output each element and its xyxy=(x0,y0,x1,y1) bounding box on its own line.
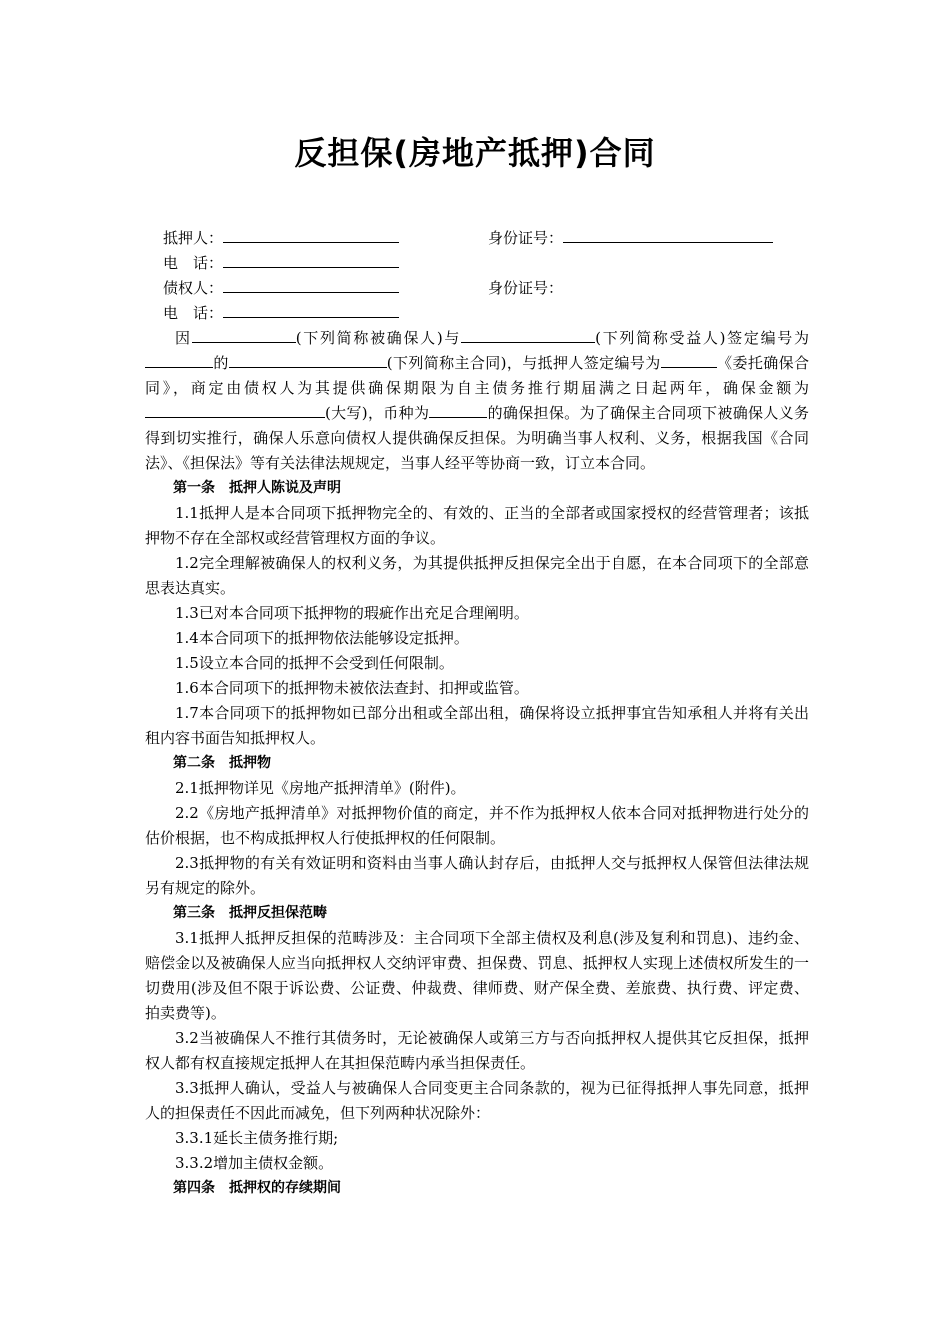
phone-line-2 xyxy=(163,303,399,323)
article-3-item: 3.2当被确保人不推行其债务时，无论被确保人或第三方与否向抵押权人提供其它反担保，抵押权人都有权直接规定抵押人在其担保范畴内承当担保责任。 xyxy=(145,1029,809,1072)
phone-blank-2[interactable] xyxy=(223,303,399,318)
creditor-label: 债权人： xyxy=(163,279,224,297)
blank-amount[interactable] xyxy=(145,403,325,418)
article-2-item: 2.3抵押物的有关有效证明和资料由当事人确认封存后，由抵押人交与抵押权人保管但法律法规另有规定的除外。 xyxy=(145,854,809,897)
preamble-text-a: 因 xyxy=(175,329,192,347)
preamble-text-e: (下列简称主合同)，与抵押人签定编号为 xyxy=(386,354,661,372)
article-3-item: 3.1抵押人抵押反担保的范畴涉及：主合同项下全部主债权及利息(涉及复利和罚息)、违约金、赔偿金以及被确保人应当向抵押权人交纳评审费、担保费、罚息、抵押权人实现上述债权所发生的一切费用(涉及但不限于诉讼费、公证费、仲裁费、律师费、财产保全费、差旅费、执行费、评定费、拍卖费等)。 xyxy=(145,929,809,1022)
article-4-heading: 第四条 抵押权的存续期间 xyxy=(173,1180,341,1196)
blank-main-contract[interactable] xyxy=(229,353,387,368)
article-3-heading: 第三条 抵押反担保范畴 xyxy=(173,905,327,921)
article-1-item: 1.3已对本合同项下抵押物的瑕疵作出充足合理阐明。 xyxy=(175,604,529,622)
id-blank-1[interactable] xyxy=(563,228,773,243)
article-3-item: 3.3抵押人确认，受益人与被确保人合同变更主合同条款的，视为已征得抵押人事先同意，抵押人的担保责任不因此而减免，但下列两种状况除外： xyxy=(145,1079,809,1122)
preamble-text-d: 的 xyxy=(213,354,229,372)
phone-label-1: 电 话： xyxy=(163,254,224,272)
preamble-text-f: 《委托确保合同》，商定由债权人为其提供确保期限为自主债务推行期届满之日起两年，确保金额为 xyxy=(145,354,809,397)
id-line-2 xyxy=(488,278,563,298)
preamble-text-b: (下列简称被确保人)与 xyxy=(295,329,462,347)
preamble-text-g: (大写)，币种为 xyxy=(325,404,430,422)
document-title: 反担保(房地产抵押)合同 xyxy=(294,134,656,172)
id-line-1 xyxy=(488,228,773,248)
preamble-paragraph xyxy=(145,326,809,476)
blank-beneficiary[interactable] xyxy=(461,328,595,343)
id-label-2: 身份证号： xyxy=(488,279,564,297)
blank-entrust-number[interactable] xyxy=(661,353,717,368)
blank-contract-number[interactable] xyxy=(145,353,213,368)
mortgagor-line xyxy=(163,228,399,248)
creditor-line xyxy=(163,278,399,298)
preamble-text-h: 的确保担保。为了确保主合同项下被确保人义务得到切实推行，确保人乐意向债权人提供确保反担保。为明确当事人权利、义务，根据我国《合同法》、《担保法》等有关法律法规规定，当事人经平等协商一致，订立本合同。 xyxy=(145,404,809,472)
id-label-1: 身份证号： xyxy=(488,229,564,247)
blank-guaranteed-party[interactable] xyxy=(192,328,296,343)
article-1-item: 1.6本合同项下的抵押物未被依法查封、扣押或监管。 xyxy=(175,679,529,697)
article-2-heading: 第二条 抵押物 xyxy=(173,755,271,771)
contract-body xyxy=(145,326,809,1201)
creditor-blank[interactable] xyxy=(223,278,399,293)
article-1-item: 1.4本合同项下的抵押物依法能够设定抵押。 xyxy=(175,629,469,647)
article-1-item: 1.2完全理解被确保人的权利义务，为其提供抵押反担保完全出于自愿，在本合同项下的全部意思表达真实。 xyxy=(145,554,809,597)
article-3-item: 3.3.2增加主债权金额。 xyxy=(175,1154,334,1172)
phone-line-1 xyxy=(163,253,399,273)
article-1-item: 1.1抵押人是本合同项下抵押物完全的、有效的、正当的全部者或国家授权的经营管理者；该抵押物不存在全部权或经营管理权方面的争议。 xyxy=(145,504,809,547)
article-1-item: 1.7本合同项下的抵押物如已部分出租或全部出租，确保将设立抵押事宜告知承租人并将有关出租内容书面告知抵押权人。 xyxy=(145,704,809,747)
article-2-item: 2.1抵押物详见《房地产抵押清单》(附件)。 xyxy=(175,779,466,797)
mortgagor-blank[interactable] xyxy=(223,228,399,243)
phone-label-2: 电 话： xyxy=(163,304,224,322)
phone-blank-1[interactable] xyxy=(223,253,399,268)
article-2-item: 2.2《房地产抵押清单》对抵押物价值的商定，并不作为抵押权人依本合同对抵押物进行处分的估价根据，也不构成抵押权人行使抵押权的任何限制。 xyxy=(145,804,809,847)
article-1-heading: 第一条 抵押人陈说及声明 xyxy=(173,480,341,496)
article-3-item: 3.3.1延长主债务推行期; xyxy=(175,1129,339,1147)
preamble-text-c: (下列简称受益人)签定编号为 xyxy=(595,329,809,347)
blank-currency[interactable] xyxy=(429,403,487,418)
mortgagor-label: 抵押人： xyxy=(163,229,224,247)
article-1-item: 1.5设立本合同的抵押不会受到任何限制。 xyxy=(175,654,454,672)
